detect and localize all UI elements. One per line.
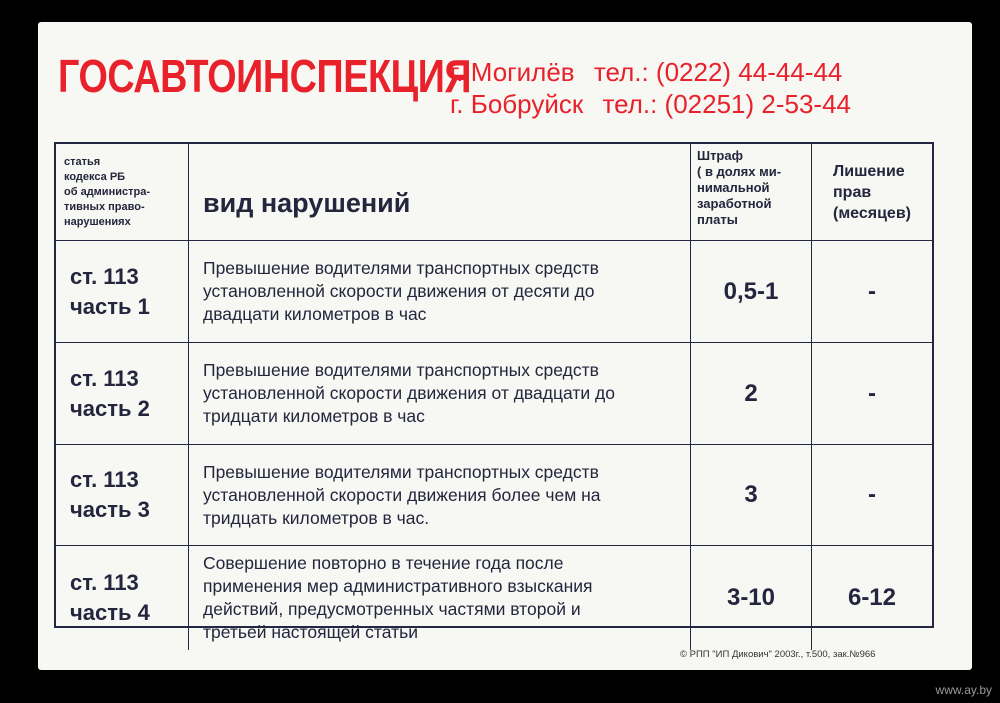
row-description: [189, 546, 691, 650]
row-description: [189, 241, 691, 343]
description-line: Превышение водителями транспортных средств: [203, 258, 599, 278]
article-part: часть 2: [70, 395, 150, 421]
description-line: установленной скорости движения от десяти до: [203, 281, 595, 301]
row-article: [56, 546, 189, 650]
description-line: тридцать километров в час.: [203, 507, 430, 528]
row-article: [56, 343, 189, 445]
header-fine-line: ( в долях ми-: [697, 164, 782, 179]
header-article-line: тивных право-: [64, 200, 145, 213]
header-license-suspension: [812, 144, 932, 241]
row-license: -: [812, 445, 932, 546]
article-part: часть 1: [70, 293, 150, 319]
violations-table: [54, 142, 934, 642]
description-line: тридцати километров в час: [203, 406, 425, 426]
info-card: [38, 22, 972, 670]
contact-mogilev: [450, 56, 851, 88]
header-article-line: об администра-: [64, 185, 150, 198]
row-license: 6-12: [847, 584, 897, 611]
header-violation-type: вид нарушений: [189, 144, 691, 241]
contact-city: г. Могилёв: [450, 57, 575, 87]
contacts-block: [450, 56, 851, 120]
header-article-line: кодекса РБ: [64, 170, 126, 183]
contact-phone: тел.: (02251) 2-53-44: [602, 89, 851, 119]
article-number: ст. 113: [70, 570, 139, 595]
description-line: применения мер административного взыскания: [203, 576, 593, 596]
row-description: [189, 445, 691, 546]
row-article: [56, 445, 189, 546]
row-fine: 2: [691, 343, 812, 445]
description-line: установленной скорости движения более чем на: [203, 484, 601, 505]
contact-bobruisk: [450, 88, 851, 120]
header-fine-line: нимальной: [697, 180, 770, 195]
row-article: [56, 241, 189, 343]
description-line: третьей настоящей статьи: [203, 622, 418, 642]
description-line: двадцати километров в час: [203, 304, 427, 324]
header-article-line: нарушениях: [64, 215, 131, 228]
row-license: -: [812, 343, 932, 445]
article-number: ст. 113: [70, 263, 139, 289]
row-license: -: [812, 241, 932, 343]
description-line: Совершение повторно в течение года после: [203, 553, 564, 573]
header-license-line: Лишение: [833, 162, 905, 180]
watermark: www.ay.by: [935, 683, 992, 697]
header-fine: [691, 144, 812, 241]
header-article: [56, 144, 189, 241]
row-fine: 0,5-1: [691, 241, 812, 343]
contact-city: г. Бобруйск: [450, 89, 584, 119]
row-fine: 3: [691, 445, 812, 546]
header-fine-line: заработной: [697, 196, 772, 211]
description-line: установленной скорости движения от двадцати до: [203, 383, 615, 403]
contact-phone: тел.: (0222) 44-44-44: [593, 57, 843, 87]
header-fine-line: платы: [697, 212, 738, 227]
description-line: Превышение водителями транспортных средств: [203, 360, 599, 380]
row-description: [189, 343, 691, 445]
header-fine-line: Штраф: [697, 148, 743, 163]
header-article-line: статья: [64, 155, 101, 168]
header-license-line: прав: [833, 183, 872, 201]
description-line: Превышение водителями транспортных средств: [203, 461, 599, 482]
article-part: часть 4: [70, 600, 150, 625]
header-license-line: (месяцев): [833, 204, 911, 222]
brand-title: ГОСАВТОИНСПЕКЦИЯ: [58, 50, 472, 102]
article-number: ст. 113: [70, 467, 139, 492]
print-imprint: © РПП "ИП Дикович" 2003г., т.500, зак.№966: [680, 649, 876, 660]
article-number: ст. 113: [70, 365, 139, 391]
description-line: действий, предусмотренных частями второй и: [203, 599, 581, 619]
row-fine: 3-10: [691, 546, 812, 650]
article-part: часть 3: [70, 497, 150, 522]
